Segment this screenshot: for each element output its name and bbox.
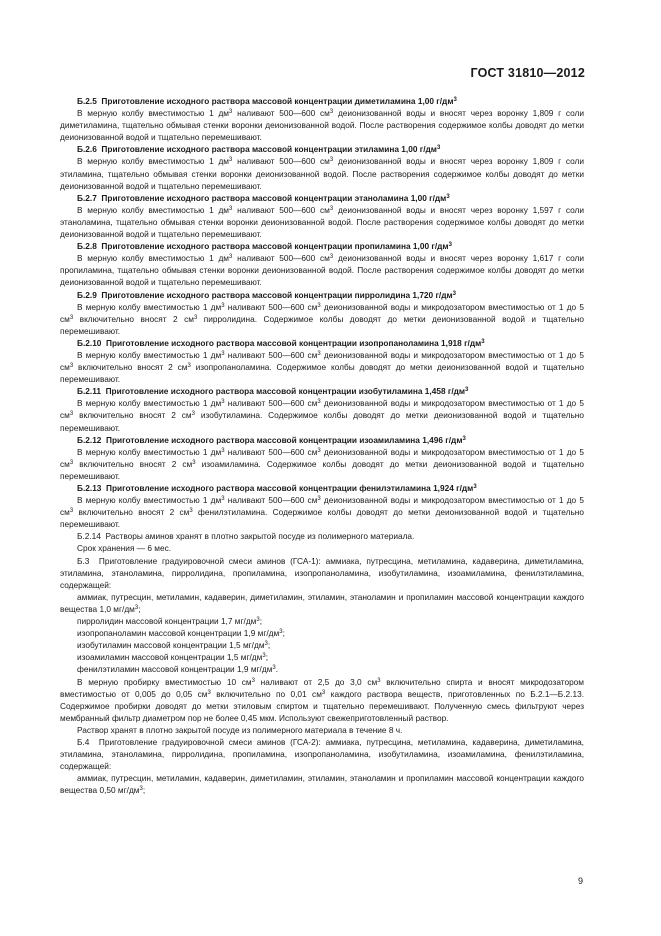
body-paragraph: изопропаноламин массовой концентрации 1,9 $мг/дм^3$;: [77, 628, 285, 639]
body-paragraph: В мерную колбу вместимостью 1 $дм^3$ наливают 500—600 $см^3$ деионизованной воды и вносят через воронку 1,597 г соли этаноламина, тщательно обмывая стенки воронки деионизованной водой. После растворения содержимое колбы доводят до метки деионизованной водой и тщательно перемешивают.: [60, 204, 584, 240]
body-paragraph: изобутиламин массовой концентрации 1,5 $мг/дм^3$;: [77, 640, 271, 651]
section-heading: Б.2.5 Приготовление исходного раствора массовой концентрации диметиламина 1,00 $г/дм^3$: [77, 96, 457, 106]
body-paragraph: В мерную колбу вместимостью 1 $дм^3$ наливают 500—600 $см^3$ деионизованной воды и микродозатором вместимостью от 1 до 5 $см^3$ включительно вносят 2 $см^3$ изоамиламина. Содержимое колбы доводят до метки деионизованной водой и тщательно перемешивают.: [60, 446, 584, 481]
section-heading: Б.2.6 Приготовление исходного раствора массовой концентрации этиламина 1,00 $г/дм^3$: [77, 144, 441, 155]
body-paragraph: Раствор хранят в плотно закрытой посуде из полимерного материала в течение 8 ч.: [77, 724, 403, 735]
body-paragraph: В мерную пробирку вместимостью 10 $см^3$ наливают от 2,5 до 3,0 $см^3$ включительно спирта и вносят микродозатором вместимостью от 0,005 до 0,05 $см^3$ включительно по 0,01 $см^3$ каждого раствора веществ, приготовленных по Б.2.1—Б.2.13. Содержимое пробирки доводят до метки этиловым спиртом и тщательно перемешивают. Полученную смесь фильтруют через мембранный фильтр диаметром пор не более 0,45 мкм. Используют свежеприготовленный раствор.: [60, 676, 585, 723]
body-paragraph: Б.2.14 Растворы аминов хранят в плотно закрытой посуде из полимерного материала.: [77, 531, 415, 542]
body-paragraph: В мерную колбу вместимостью 1 $дм^3$ наливают 500—600 $см^3$ деионизованной воды и вносят через воронку 1,809 г соли диметиламина, тщательно обмывая стенки воронки деионизованной водой. После растворения содержимое колбы доводят до метки деионизованной водой и тщательно перемешивают.: [60, 108, 584, 143]
body-paragraph: пирролидин массовой концентрации 1,7 $мг/дм^3$;: [77, 616, 263, 627]
body-paragraph: изоамиламин массовой концентрации 1,5 $мг/дм^3$;: [77, 652, 268, 663]
document-code-header: ГОСТ 31810—2012: [470, 66, 585, 80]
body-paragraph: В мерную колбу вместимостью 1 $дм^3$ наливают 500—600 $см^3$ деионизованной воды и вносят через воронку 1,809 г соли этиламина, тщательно обмывая стенки воронки деионизованной водой. После растворения содержимое колбы доводят до метки деионизованной водой и тщательно перемешивают.: [60, 156, 584, 191]
section-heading: Б.2.12 Приготовление исходного раствора массовой концентрации изоамиламина 1,496 $г/дм^3$: [77, 434, 466, 445]
body-paragraph: В мерную колбу вместимостью 1 $дм^3$ наливают 500—600 $см^3$ деионизованной воды и микродозатором вместимостью от 1 до 5 $см^3$ включительно вносят 2 $см^3$ пирролидина. Содержимое колбы доводят до метки деионизованной водой и тщательно перемешивают.: [60, 301, 584, 336]
section-heading: Б.2.9 Приготовление исходного раствора массовой концентрации пирролидина 1,720 $г/дм^3$: [77, 289, 456, 300]
body-paragraph: Б.3 Приготовление градуировочной смеси аминов (ГСА-1): аммиака, путресцина, метиламина, кадаверина, диметиламина, этиламина, этаноламина, пирролидина, пропиламина, изопропаноламина, изобутиламина, изоамиламина, фенилэтиламина, содержащей:: [60, 555, 584, 590]
document-body: [60, 95, 584, 796]
section-heading: Б.2.11 Приготовление исходного раствора массовой концентрации изобутиламина 1,458 $г/дм^3$: [77, 386, 469, 397]
body-paragraph: фенилэтиламин массовой концентрации 1,9 $мг/дм^3$.: [77, 664, 279, 675]
body-paragraph: Б.4 Приготовление градуировочной смеси аминов (ГСА-2): аммиака, путресцина, метиламина, кадаверина, диметиламина, этиламина, этаноламина, пирролидина, пропиламина, изопропаноламина, изобутиламина, изоамиламина, фенилэтиламина, содержащей:: [60, 736, 584, 772]
body-paragraph: аммиак, путресцин, метиламин, кадаверин, диметиламин, этиламин, этаноламин и пропиламин массовой концентрации каждого вещества 1,0 $мг/дм^3$;: [60, 591, 584, 614]
section-heading: Б.2.7 Приготовление исходного раствора массовой концентрации этаноламина 1,00 $г/дм^3$: [77, 192, 450, 203]
body-paragraph: В мерную колбу вместимостью 1 $дм^3$ наливают 500—600 $см^3$ деионизованной воды и микродозатором вместимостью от 1 до 5 $см^3$ включительно вносят 2 $см^3$ фенилэтиламина. Содержимое колбы доводят до метки деионизованной водой и тщательно перемешивают.: [60, 495, 584, 530]
body-paragraph: Срок хранения — 6 мес.: [77, 543, 172, 554]
body-paragraph: В мерную колбу вместимостью 1 $дм^3$ наливают 500—600 $см^3$ деионизованной воды и вносят через воронку 1,617 г соли пропиламина, тщательно обмывая стенки воронки деионизованной водой. После растворения содержимое колбы доводят до метки деионизованной водой и тщательно перемешивают.: [60, 253, 584, 288]
section-heading: Б.2.13 Приготовление исходного раствора массовой концентрации фенилэтиламина 1,924 $г/дм^3$: [77, 483, 477, 493]
page-number: 9: [577, 876, 583, 886]
section-heading: Б.2.10 Приготовление исходного раствора массовой концентрации изопропаноламина 1,918 $г/дм^3$: [77, 337, 485, 348]
body-paragraph: В мерную колбу вместимостью 1 $дм^3$ наливают 500—600 $см^3$ деионизованной воды и микродозатором вместимостью от 1 до 5 $см^3$ включительно вносят 2 $см^3$ изопропаноламина. Содержимое колбы доводят до метки деионизованной водой и тщательно перемешивают.: [60, 349, 584, 385]
body-paragraph: В мерную колбу вместимостью 1 $дм^3$ наливают 500—600 $см^3$ деионизованной воды и микродозатором вместимостью от 1 до 5 $см^3$ включительно вносят 2 $см^3$ изобутиламина. Содержимое колбы доводят до метки деионизованной водой и тщательно перемешивают.: [60, 398, 584, 433]
body-paragraph: аммиак, путресцин, метиламин, кадаверин, диметиламин, этиламин, этаноламин и пропиламин массовой концентрации каждого вещества 0,50 $мг/дм^3$;: [60, 773, 584, 796]
section-heading: Б.2.8 Приготовление исходного раствора массовой концентрации пропиламина 1,00 $г/дм^3$: [77, 241, 452, 252]
